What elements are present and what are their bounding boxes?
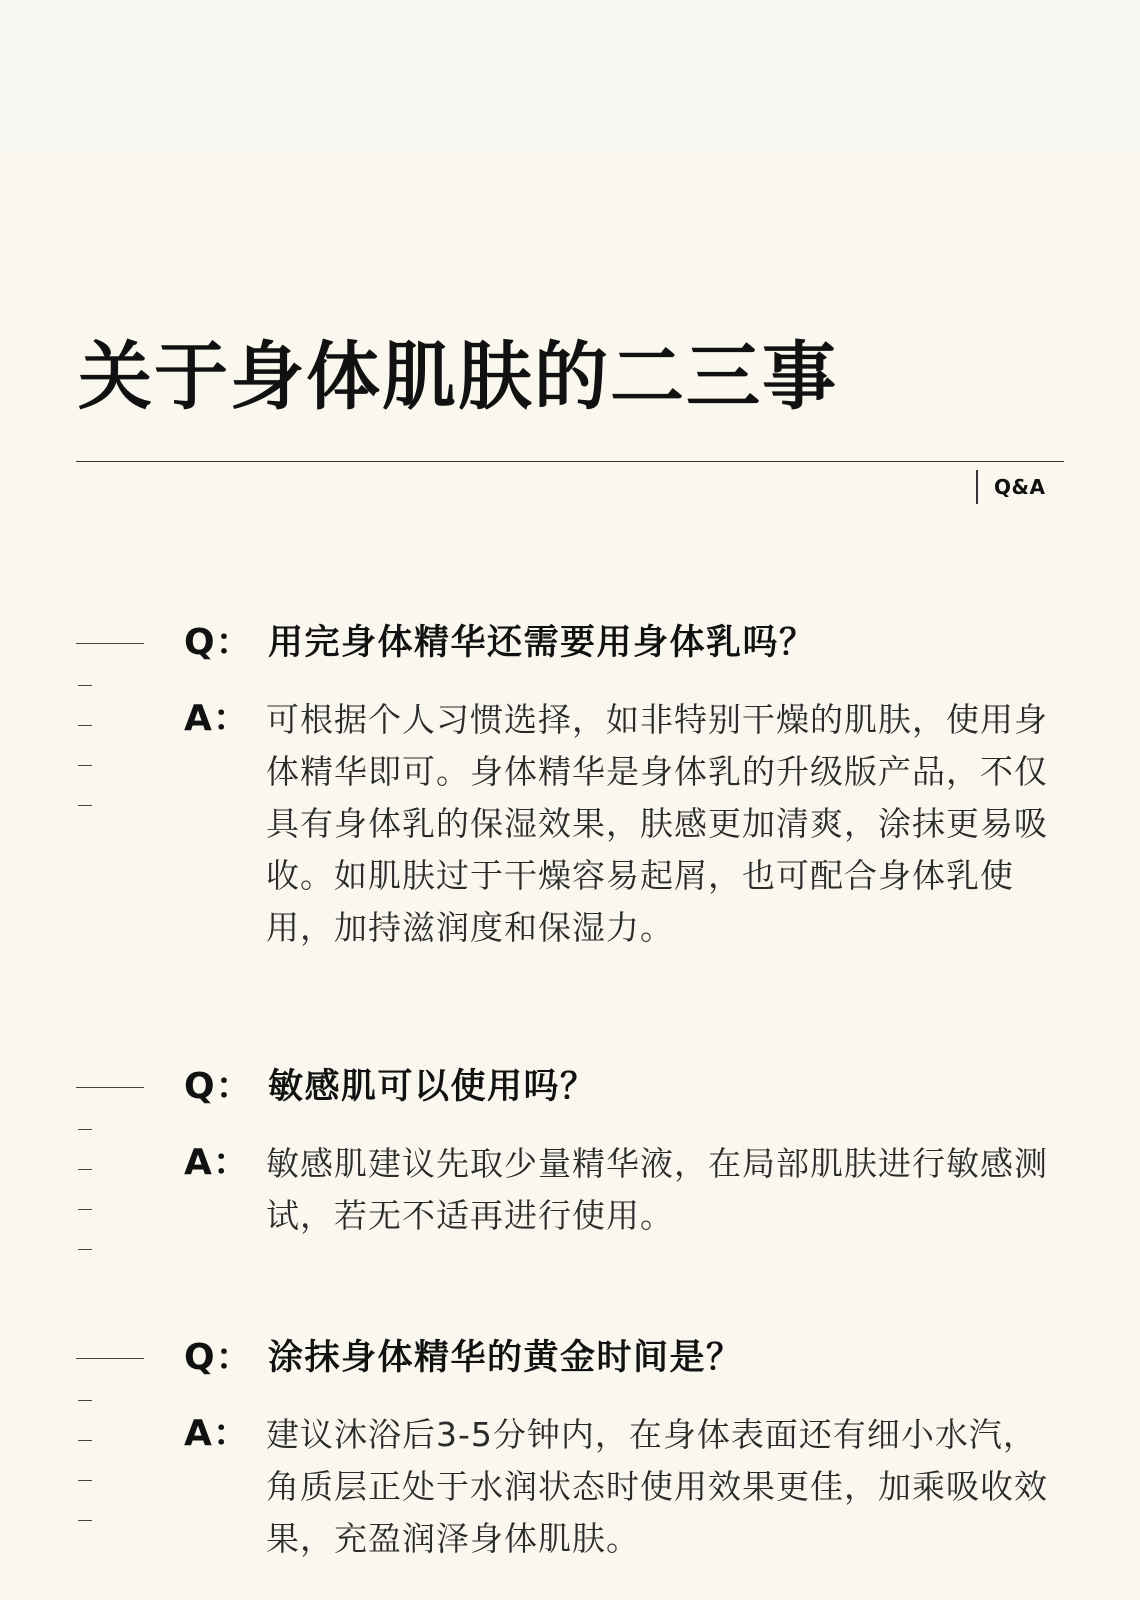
- answer-marker: A：: [184, 1142, 250, 1183]
- decor-dash: [78, 1209, 92, 1210]
- title-divider: [76, 461, 1064, 462]
- decor-line: [76, 1087, 144, 1088]
- decor-dash: [78, 1249, 92, 1250]
- decor-dash: [78, 685, 92, 686]
- decor-line: [76, 1358, 144, 1359]
- decor-dash: [78, 1480, 92, 1481]
- qa-tag: Q&A: [976, 470, 1045, 504]
- question-text: 敏感肌可以使用吗？: [268, 1067, 597, 1107]
- decor-dash: [78, 765, 92, 766]
- top-band: [0, 0, 1140, 150]
- question-marker: Q：: [184, 622, 253, 663]
- answer-text: 可根据个人习惯选择，如非特别干燥的肌肤，使用身体精华即可。身体精华是身体乳的升级版产品，不仅具有身体乳的保湿效果，肤感更加清爽，涂抹更易吸收。如肌肤过于干燥容易起屑，也可配合身体乳使用，加持滋润度和保湿力。: [266, 700, 1048, 947]
- decor-dash: [78, 1129, 92, 1130]
- question-text: 涂抹身体精华的黄金时间是？: [268, 1338, 743, 1378]
- answer-text: 建议沐浴后3-5分钟内，在身体表面还有细小水汽，角质层正处于水润状态时使用效果更佳，加乘吸收效果，充盈润泽身体肌肤。: [266, 1415, 1048, 1558]
- decor-dash: [78, 1169, 92, 1170]
- answer-marker: A：: [184, 698, 250, 739]
- page-title: 关于身体肌肤的二三事: [78, 334, 838, 420]
- question-text: 用完身体精华还需要用身体乳吗？: [268, 623, 816, 663]
- decor-dash: [78, 1440, 92, 1441]
- decor-dash: [78, 725, 92, 726]
- decor-dash: [78, 1400, 92, 1401]
- question-marker: Q：: [184, 1066, 253, 1107]
- decor-line: [76, 643, 144, 644]
- answer-marker: A：: [184, 1413, 250, 1454]
- answer-text: 敏感肌建议先取少量精华液，在局部肌肤进行敏感测试，若无不适再进行使用。: [266, 1144, 1048, 1235]
- decor-dash: [78, 1520, 92, 1521]
- question-marker: Q：: [184, 1337, 253, 1378]
- decor-dash: [78, 805, 92, 806]
